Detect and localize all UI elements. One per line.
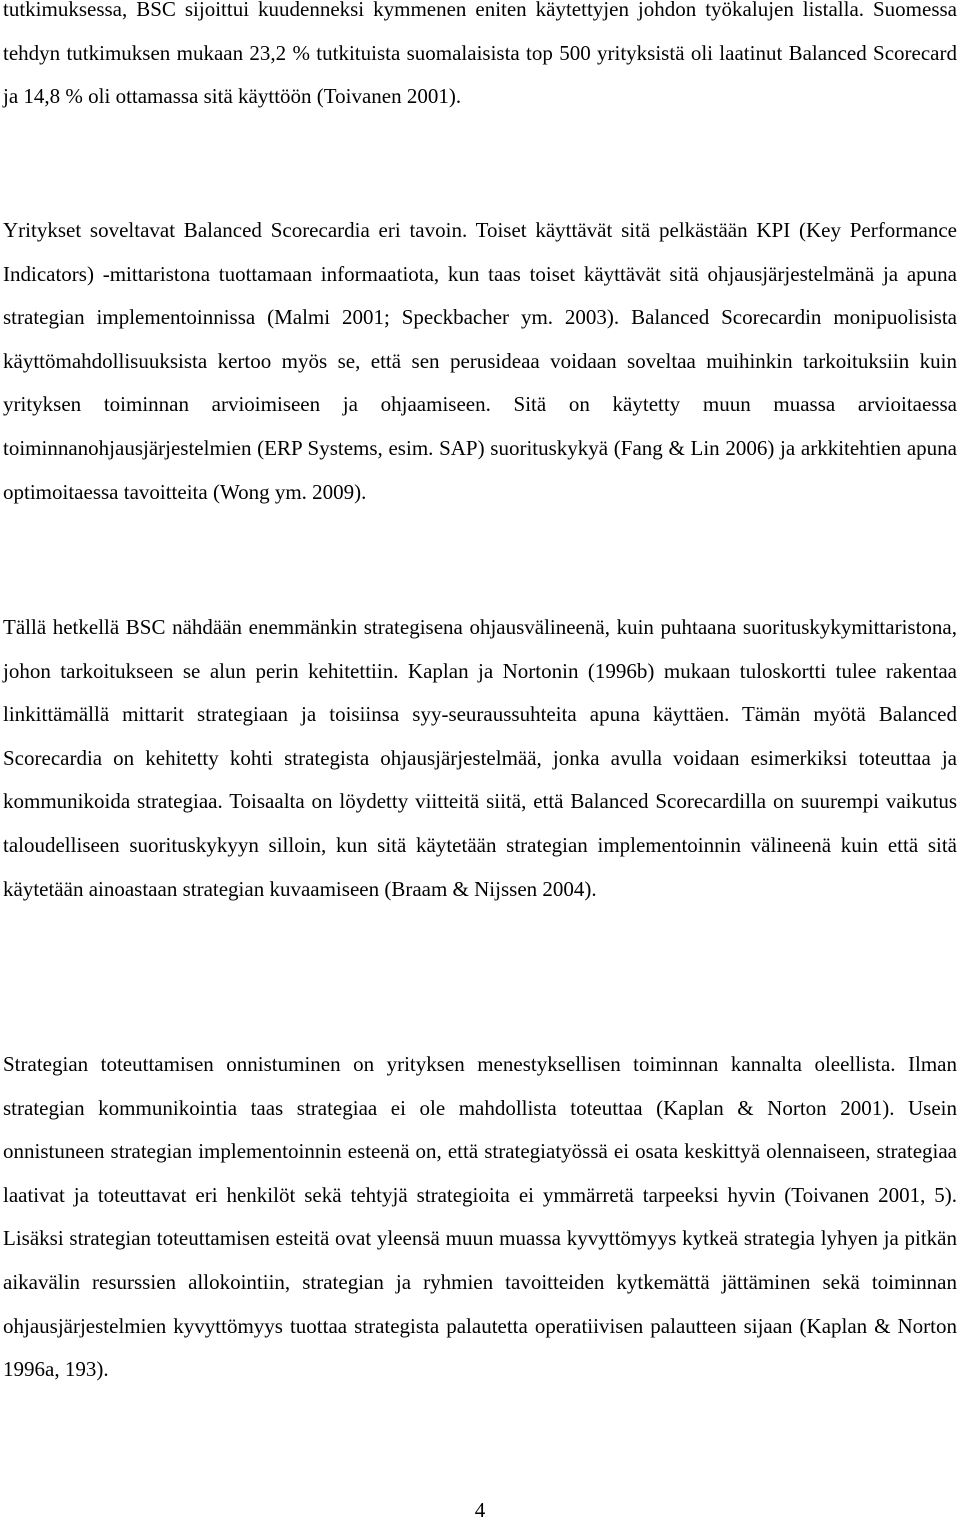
page-number: 4 [474,1498,486,1522]
paragraph-bsc-applications: Yritykset soveltavat Balanced Scorecardia eri tavoin. Toiset käyttävät sitä pelkästään KPI (Key Performance Indicators) -mittaristona tuottamaan informaatiota, kun taas toiset käyttävät sitä ohjausjärjestelmänä ja apuna strategian implementoinnissa (Malmi 2001; Speckbacher ym. 2003). Balanced Scorecardin monipuolisista käyttömahdollisuuksista kertoo myös se, että sen perusideaa voidaan soveltaa muihinkin tarkoituksiin kuin yrityksen toiminnan arvioimiseen ja ohjaamiseen. Sitä on käytetty muun muassa arvioitaessa toiminnanohjausjärjestelmien (ERP Systems, esim. SAP) suorituskykyä (Fang & Lin 2006) ja arkkitehtien apuna optimoitaessa tavoitteita (Wong ym. 2009). [3,218,957,504]
paragraph-strategy-implementation: Strategian toteuttamisen onnistuminen on yrityksen menestyksellisen toiminnan kannalta oleellista. Ilman strategian kommunikointia taas strategiaa ei ole mahdollista toteuttaa (Kaplan & Norton 2001). Usein onnistuneen strategian implementoinnin esteenä on, että strategiatyössä ei osata keskittyä olennaiseen, strategiaa laativat ja toteuttavat eri henkilöt sekä tehtyjä strategioita ei ymmärretä tarpeeksi hyvin (Toivanen 2001, 5). Lisäksi strategian toteuttamisen esteitä ovat yleensä muun muassa kyvyttömyys kytkeä strategia lyhyen ja pitkän aikavälin resurssien allokointiin, strategian ja ryhmien tavoitteiden kytkemättä jättäminen sekä toiminnan ohjausjärjestelmien kyvyttömyys tuottaa strategista palautetta operatiivisen palautteen sijaan (Kaplan & Norton 1996a, 193). [3,1052,957,1382]
paragraph-bsc-usage-statistics: tutkimuksessa, BSC sijoittui kuudenneksi kymmenen eniten käytettyjen johdon työkalujen listalla. Suomessa tehdyn tutkimuksen mukaan 23,2 % tutkituista suomalaisista top 500 yrityksistä oli laatinut Balanced Scorecard ja 14,8 % oli ottamassa sitä käyttöön (Toivanen 2001). [3,0,957,109]
paragraph-bsc-strategic-tool: Tällä hetkellä BSC nähdään enemmänkin strategisena ohjausvälineenä, kuin puhtaana suorituskykymittaristona, johon tarkoitukseen se alun perin kehitettiin. Kaplan ja Nortonin (1996b) mukaan tuloskortti tulee rakentaa linkittämällä mittarit strategiaan ja toisiinsa syy-seuraussuhteita apuna käyttäen. Tämän myötä Balanced Scorecardia on kehitetty kohti strategista ohjausjärjestelmää, jonka avulla voidaan esimerkiksi toteuttaa ja kommunikoida strategiaa. Toisaalta on löydetty viitteitä siitä, että Balanced Scorecardilla on suurempi vaikutus taloudelliseen suorituskykyyn silloin, kun sitä käytetään strategian implementoinnin välineenä kuin että sitä käytetään ainoastaan strategian kuvaamiseen (Braam & Nijssen 2004). [3,615,957,901]
